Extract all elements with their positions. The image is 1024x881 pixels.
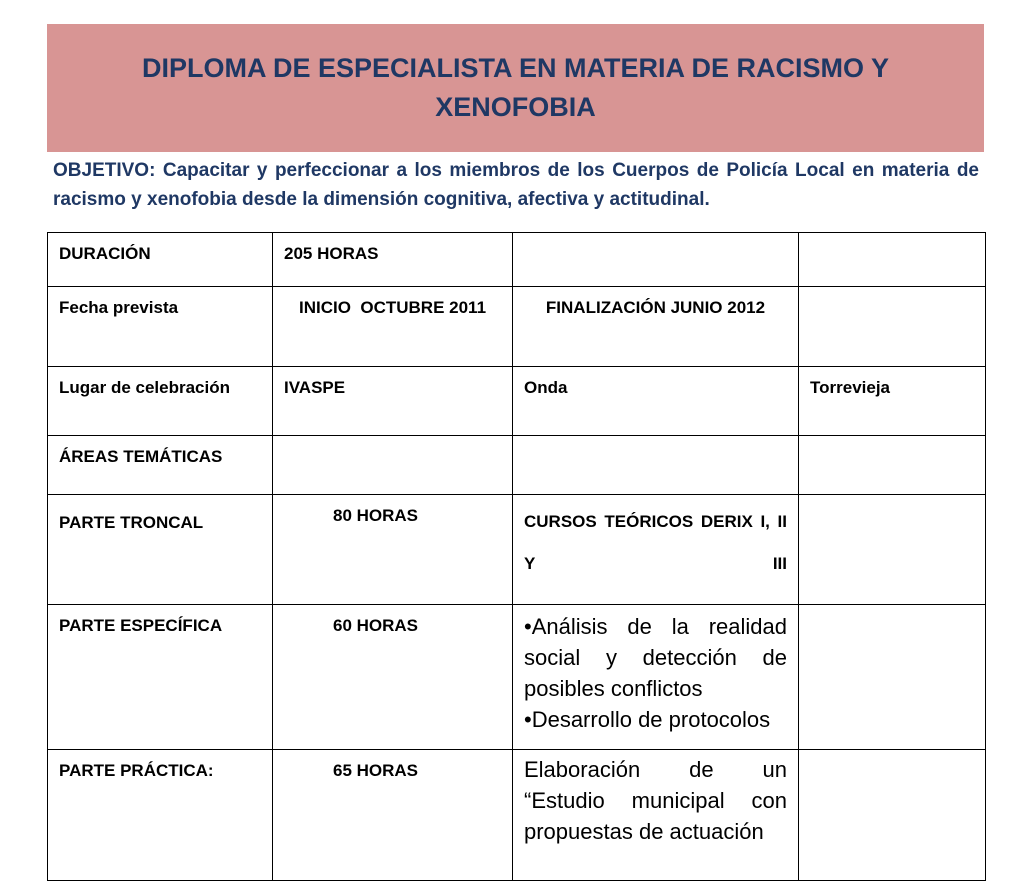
lugar-ivaspe: IVASPE (273, 367, 513, 436)
fecha-inicio: INICIO OCTUBRE 2011 (273, 287, 513, 367)
empty-cell (799, 287, 986, 367)
fecha-fin: FINALIZACIÓN JUNIO 2012 (513, 287, 799, 367)
practica-label: PARTE PRÁCTICA: (48, 750, 273, 881)
table-row (48, 436, 986, 495)
list-item: •Desarrollo de protocolos (524, 707, 771, 732)
practica-hours: 65 HORAS (273, 750, 513, 881)
lugar-onda: Onda (513, 367, 799, 436)
especifica-hours: 60 HORAS (273, 605, 513, 750)
empty-cell (799, 436, 986, 495)
troncal-label: PARTE TRONCAL (48, 495, 273, 605)
title-banner (47, 24, 984, 152)
empty-cell (513, 436, 799, 495)
table-row (48, 750, 986, 881)
troncal-content-cell (513, 495, 799, 605)
table-row (48, 605, 986, 750)
especifica-content-cell (513, 605, 799, 750)
empty-cell (799, 495, 986, 605)
page-title: DIPLOMA DE ESPECIALISTA EN MATERIA DE RACISMO Y XENOFOBIA (141, 53, 890, 122)
empty-cell (799, 233, 986, 287)
duracion-label: DURACIÓN (48, 233, 273, 287)
practica-content: Elaboración de un “Estudio municipal con propuestas de actuación (524, 757, 787, 844)
fecha-label: Fecha prevista (48, 287, 273, 367)
table-row (48, 233, 986, 287)
table-row (48, 287, 986, 367)
course-table (47, 232, 986, 881)
lugar-torrevieja: Torrevieja (799, 367, 986, 436)
objective-text: OBJETIVO: Capacitar y perfeccionar a los miembros de los Cuerpos de Policía Local en materia de racismo y xenofobia desde la dimensión cognitiva, afectiva y actitudinal. (53, 160, 979, 210)
practica-content-cell (513, 750, 799, 881)
empty-cell (513, 233, 799, 287)
table-row (48, 495, 986, 605)
list-item: •Análisis de la realidad social y detección de posibles conflictos (524, 614, 787, 701)
areas-label: ÁREAS TEMÁTICAS (48, 436, 273, 495)
empty-cell (273, 436, 513, 495)
duracion-value: 205 HORAS (273, 233, 513, 287)
especifica-label: PARTE ESPECÍFICA (48, 605, 273, 750)
troncal-content: CURSOS TEÓRICOS DERIX I, II Y III (524, 512, 787, 573)
empty-cell (799, 605, 986, 750)
table-row (48, 367, 986, 436)
lugar-label: Lugar de celebración (48, 367, 273, 436)
troncal-hours: 80 HORAS (273, 495, 513, 605)
empty-cell (799, 750, 986, 881)
